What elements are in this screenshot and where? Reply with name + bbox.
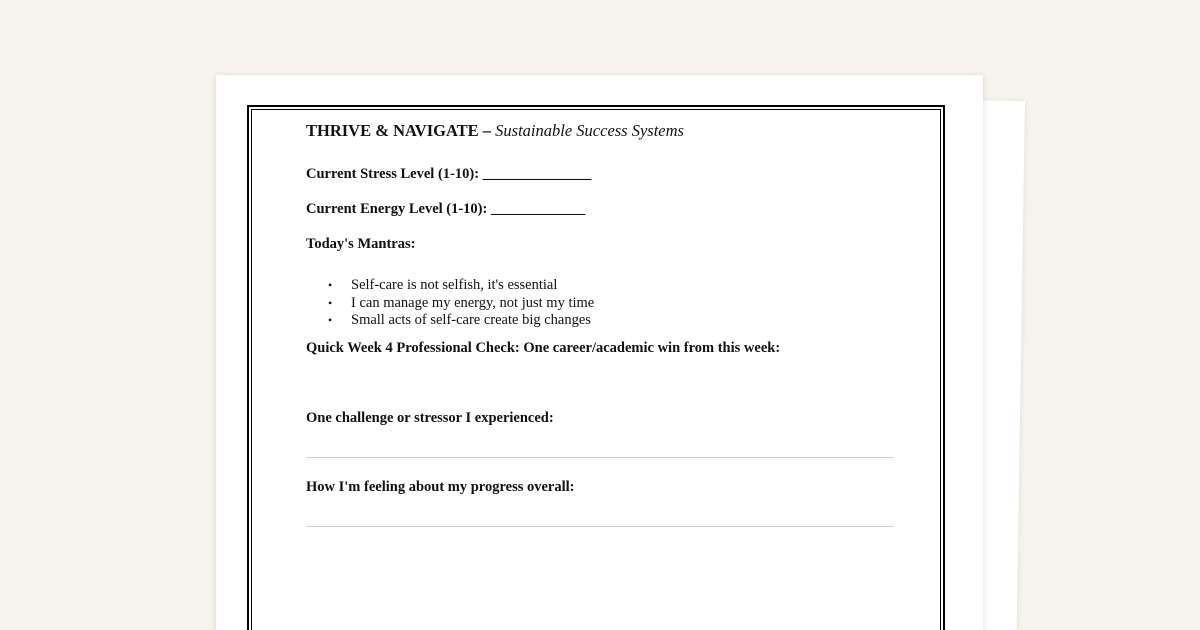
energy-level-label: Current Energy Level (1-10): — [306, 201, 488, 217]
bullet-icon: • — [328, 313, 333, 327]
mantras-heading: Today's Mantras: — [306, 236, 416, 252]
professional-check-prompt: Quick Week 4 Professional Check: One career/academic win from this week: — [306, 340, 781, 356]
energy-level-field — [306, 199, 585, 219]
title-main: THRIVE & NAVIGATE — [306, 121, 479, 140]
mantra-text: Small acts of self-care create big changes — [351, 312, 591, 328]
stress-level-blank: _______________ — [482, 166, 592, 182]
feeling-answer-line[interactable] — [306, 526, 894, 527]
bullet-icon: • — [328, 278, 333, 292]
mantra-text: I can manage my energy, not just my time — [351, 294, 595, 311]
challenge-answer-line[interactable] — [306, 457, 894, 458]
stress-level-field — [306, 164, 591, 184]
bullet-icon: • — [328, 295, 333, 310]
worksheet-page — [216, 75, 983, 630]
energy-level-blank: _____________ — [490, 201, 586, 217]
title-separator: – — [478, 121, 496, 140]
feeling-prompt: How I'm feeling about my progress overall: — [306, 479, 575, 495]
document-subtitle: Sustainable Success Systems — [495, 121, 684, 140]
mantra-item — [306, 277, 594, 295]
mantra-item — [306, 312, 594, 330]
mantra-item — [306, 295, 594, 313]
stress-level-label: Current Stress Level (1-10): — [306, 166, 480, 182]
challenge-prompt: One challenge or stressor I experienced: — [306, 410, 554, 426]
document-title — [306, 120, 684, 142]
mantras-list — [306, 277, 594, 330]
mantra-text: Self-care is not selfish, it's essential — [351, 277, 558, 293]
